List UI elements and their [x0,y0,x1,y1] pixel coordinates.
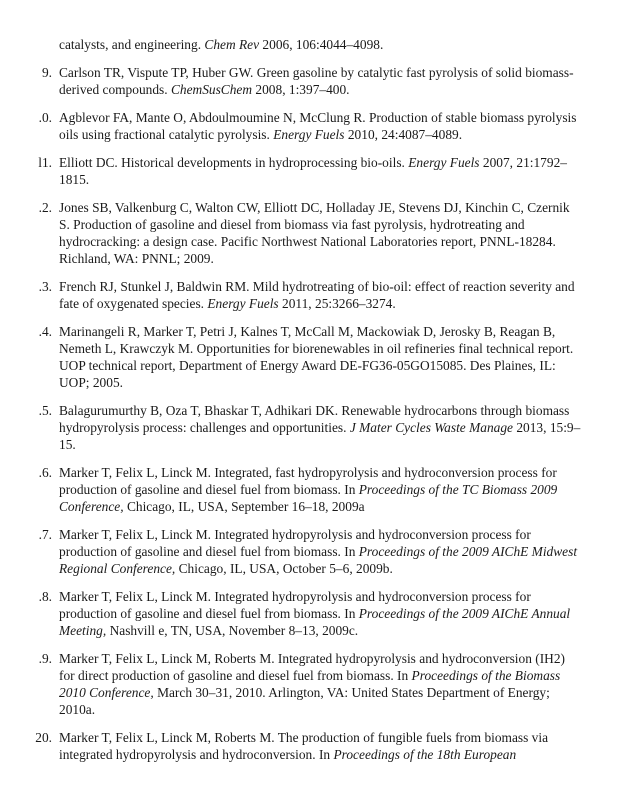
reference-text: Marker T, Felix L, Linck M. Integrated, fast hydropyrolysis and hydroconversion process for production of gasoline and diesel fuel from biomass. In [59,465,557,497]
reference-text: Agblevor FA, Mante O, Abdoulmoumine N, McClung R. Production of stable biomass pyrolysis oils using fractional catalytic pyrolysis. [59,110,577,142]
reference-journal: Proceedings of the 2009 AIChE Annual Meeting, [59,606,571,638]
reference-continuation [0,36,617,53]
reference-journal: J Mater Cycles Waste Manage [349,420,513,435]
reference-item [0,154,617,188]
reference-number: 9. [41,65,52,80]
reference-text: Carlson TR, Vispute TP, Huber GW. Green gasoline by catalytic fast pyrolysis of solid biomass-derived compounds. [59,65,574,97]
reference-number: .9. [38,651,52,666]
reference-item [0,650,617,718]
reference-item [0,64,617,98]
reference-journal: Chem Rev [204,37,260,52]
reference-item [0,526,617,577]
reference-journal: Proceedings of the 18th European [333,747,517,762]
reference-text: Jones SB, Valkenburg C, Walton CW, Elliott DC, Holladay JE, Stevens DJ, Kinchin C, Czernik S. Production of gasoline and diesel from biomass via fast pyrolysis, hydrotreating and hydrocracking: a design case. Pacific Northwest National Laboratories report, PNNL-18284. Richland, WA: PNNL; 2009. [59,200,570,266]
reference-tail: Chicago, IL, USA, October 5–6, 2009b. [178,561,393,576]
reference-number: .3. [38,279,52,294]
reference-text: Marker T, Felix L, Linck M. Integrated hydropyrolysis and hydroconversion process for production of gasoline and diesel fuel from biomass. In [59,527,531,559]
reference-journal: Energy Fuels [408,155,480,170]
reference-tail: 2010, 24:4087–4089. [347,127,463,142]
reference-tail: March 30–31, 2010. Arlington, VA: United States Department of Energy; 2010a. [59,685,550,717]
reference-journal: Proceedings of the 2009 AIChE Midwest Regional Conference, [59,544,578,576]
reference-journal: Proceedings of the TC Biomass 2009 Conference, [59,482,558,514]
reference-journal: ChemSusChem [170,82,253,97]
reference-tail: Nashvill e, TN, USA, November 8–13, 2009c. [109,623,359,638]
reference-item [0,402,617,453]
reference-text: Marker T, Felix L, Linck M, Roberts M. Integrated hydropyrolysis and hydroconversion (IH2) for direct production of gasoline and diesel fuel from biomass. In [59,651,566,683]
reference-number: .8. [38,589,52,604]
reference-text: Marker T, Felix L, Linck M, Roberts M. The production of fungible fuels from biomass via integrated hydropyrolysis and hydroconversion. In [59,730,549,762]
reference-number: .0. [38,110,52,125]
reference-journal: Energy Fuels [273,127,345,142]
reference-number: .6. [38,465,52,480]
reference-text: catalysts, and engineering. [59,37,202,52]
reference-item [0,109,617,143]
reference-tail: 2006, 106:4044–4098. [262,37,384,52]
reference-text: French RJ, Stunkel J, Baldwin RM. Mild hydrotreating of bio-oil: effect of reaction severity and fate of oxygenated species. [59,279,575,311]
reference-item [0,323,617,391]
reference-number: l1. [38,155,52,170]
reference-tail: 2007, 21:1792–1815. [59,155,567,187]
reference-item [0,588,617,639]
reference-number: .2. [38,200,52,215]
reference-item [0,729,617,763]
reference-tail: 2011, 25:3266–3274. [282,296,396,311]
reference-item [0,464,617,515]
reference-number: .4. [38,324,52,339]
reference-number: .5. [38,403,52,418]
reference-tail: 2008, 1:397–400. [255,82,350,97]
reference-number: 20. [35,730,52,745]
reference-text: Elliott DC. Historical developments in hydroprocessing bio-oils. [59,155,405,170]
reference-tail: Chicago, IL, USA, September 16–18, 2009a [126,499,365,514]
reference-journal: Energy Fuels [207,296,279,311]
reference-text: Marker T, Felix L, Linck M. Integrated hydropyrolysis and hydroconversion process for production of gasoline and diesel fuel from biomass. In [59,589,531,621]
reference-item [0,278,617,312]
reference-text: Marinangeli R, Marker T, Petri J, Kalnes T, McCall M, Mackowiak D, Jerosky B, Reagan B, Nemeth L, Krawczyk M. Opportunities for biorenewables in oil refineries final technical report. UOP technical report, Department of Energy Award DE-FG36-05GO15085. Des Plaines, IL: UOP; 2005. [59,324,574,390]
reference-item [0,199,617,267]
reference-text: Balagurumurthy B, Oza T, Bhaskar T, Adhikari DK. Renewable hydrocarbons through biomass hydropyrolysis process: challenges and opportunities. [59,403,570,435]
reference-list [0,36,617,774]
reference-tail: 2013, 15:9–15. [59,420,581,452]
reference-number: .7. [38,527,52,542]
reference-journal: Proceedings of the Biomass 2010 Conference, [59,668,561,700]
